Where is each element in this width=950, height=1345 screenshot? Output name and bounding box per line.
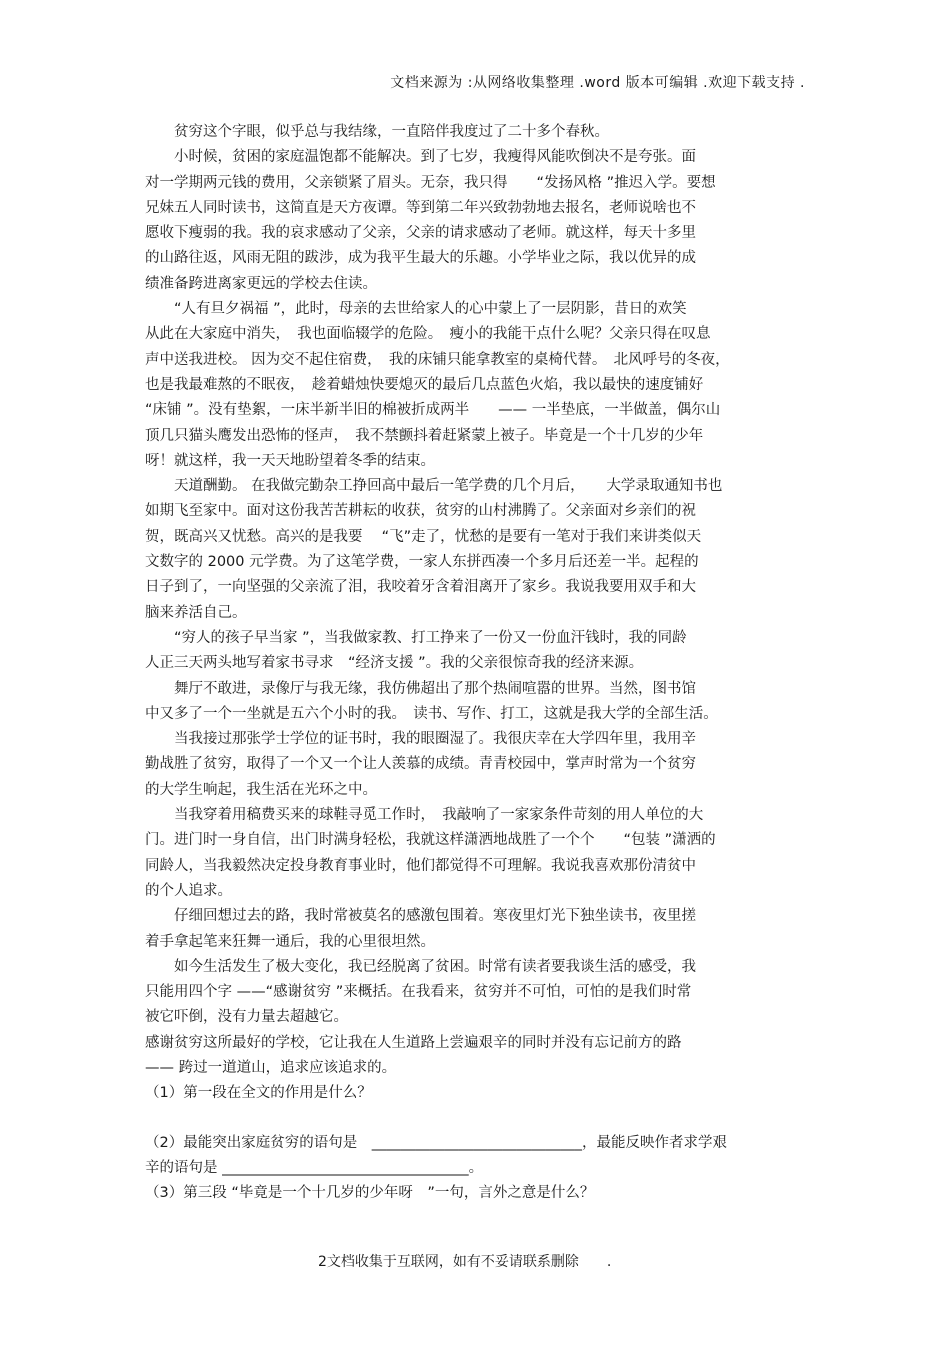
text-line: 门。进门时一身自信，出门时满身轻松，我就这样潇洒地战胜了一个个 “包装 ”潇洒的	[145, 832, 716, 849]
text-line: 呀！就这样，我一天天地盼望着冬季的结束。	[145, 452, 435, 469]
text-line: 对一学期两元钱的费用，父亲锁紧了眉头。无奈，我只得 “发扬风格 ”推迟入学。要想	[145, 174, 716, 191]
text-line: （2）最能突出家庭贫穷的语句是 _____________________________，最能反映作者求学艰	[145, 1134, 727, 1151]
text-line: 小时候，贫困的家庭温饱都不能解决。到了七岁，我瘦得风能吹倒决不是夸张。面	[145, 149, 696, 166]
text-line: 如期飞至家中。面对这份我苦苦耕耘的收获，贫穷的山村沸腾了。父亲面对乡亲们的祝	[145, 503, 696, 520]
text-line: 顶几只猫头鹰发出恐怖的怪声， 我不禁颤抖着赶紧蒙上被子。毕竟是一个十几岁的少年	[145, 427, 704, 444]
text-line: 文数字的 2000 元学费。为了这笔学费，一家人东拼西凑一个多月后还差一半。起程的	[145, 554, 699, 571]
text-line: 的大学生响起，我生活在光环之中。	[145, 781, 377, 798]
text-line: 日子到了，一向坚强的父亲流了泪，我咬着牙含着泪离开了家乡。我说我要用双手和大	[145, 579, 696, 596]
text-line: 辛的语句是 __________________________________。	[145, 1159, 484, 1176]
text-line: 舞厅不敢进，录像厅与我无缘，我仿佛超出了那个热闹喧嚣的世界。当然，图书馆	[145, 680, 696, 697]
text-line: 当我穿着用稿费买来的球鞋寻觅工作时， 我敲响了一家家条件苛刻的用人单位的大	[145, 807, 704, 824]
text-line: 的个人追求。	[145, 882, 232, 899]
text-line: 只能用四个字 ——“感谢贫穷 ”来概括。在我看来，贫穷并不可怕，可怕的是我们时常	[145, 984, 692, 1001]
text-line: 兄妹五人同时读书，这简直是天方夜谭。等到第二年兴致勃勃地去报名，老师说啥也不	[145, 199, 696, 216]
text-line: 的山路往返，风雨无阻的跋涉，成为我平生最大的乐趣。小学毕业之际，我以优异的成	[145, 250, 696, 267]
text-line: 感谢贫穷这所最好的学校，它让我在人生道路上尝遍艰辛的同时并没有忘记前方的路	[145, 1034, 682, 1051]
text-line: 也是我最难熬的不眠夜， 趁着蜡烛快要熄灭的最后几点蓝色火焰，我以最快的速度铺好	[145, 376, 704, 393]
page-footer: 2文档收集于互联网，如有不妥请联系删除 .	[318, 1254, 612, 1270]
text-line: 贫穷这个字眼，似乎总与我结缘，一直陪伴我度过了二十多个春秋。	[145, 124, 609, 140]
text-line: —— 跨过一道道山，追求应该追求的。	[145, 1059, 397, 1076]
text-line: 人正三天两头地写着家书寻求 “经济支援 ”。我的父亲很惊奇我的经济来源。	[145, 655, 644, 672]
text-line: 绩准备跨进离家更远的学校去住读。	[145, 275, 377, 292]
text-line	[145, 1107, 805, 1131]
text-line: 勤战胜了贫穷，取得了一个又一个让人羡慕的成绩。青青校园中，掌声时常为一个贫穷	[145, 756, 696, 773]
page-header: 文档来源为 :从网络收集整理 .word 版本可编辑 .欢迎下载支持 .	[390, 75, 805, 91]
text-line: （3）第三段 “毕竟是一个十几岁的少年呀 ”一句，言外之意是什么？	[145, 1185, 595, 1202]
text-line: 被它吓倒，没有力量去超越它。	[145, 1009, 348, 1026]
article-body	[145, 120, 805, 1206]
text-line: 脑来养活自己。	[145, 604, 247, 621]
text-line: 中又多了一个一坐就是五六个小时的我。 读书、写作、打工，这就是我大学的全部生活。	[145, 705, 718, 722]
text-line: “人有旦夕祸福 ”，此时，母亲的去世给家人的心中蒙上了一层阴影，昔日的欢笑	[145, 301, 687, 318]
text-line: 天道酬勤。 在我做完勤杂工挣回高中最后一笔学费的几个月后， 大学录取通知书也	[145, 478, 723, 495]
text-line: “床铺 ”。没有垫絮，一床半新半旧的棉被折成两半 —— 一半垫底，一半做盖，偶尔山	[145, 402, 721, 419]
text-line: （1）第一段在全文的作用是什么？	[145, 1085, 372, 1102]
text-line: “穷人的孩子早当家 ”，当我做家教、打工挣来了一份又一份血汗钱时，我的同龄	[145, 629, 687, 646]
text-line: 如今生活发生了极大变化，我已经脱离了贫困。时常有读者要我谈生活的感受，我	[145, 958, 696, 975]
text-line: 愿收下瘦弱的我。我的哀求感动了父亲，父亲的请求感动了老师。就这样，每天十多里	[145, 225, 696, 242]
text-line: 贺，既高兴又忧愁。高兴的是我要 “飞”走了，忧愁的是要有一笔对于我们来讲类似天	[145, 528, 702, 545]
text-line: 从此在大家庭中消失， 我也面临辍学的危险。 瘦小的我能干点什么呢？父亲只得在叹息	[145, 326, 711, 343]
text-line: 着手拿起笔来狂舞一通后，我的心里很坦然。	[145, 933, 435, 950]
text-line: 声中送我进校。 因为交不起住宿费， 我的床铺只能拿教室的桌椅代替。 北风呼号的冬夜，	[145, 351, 730, 368]
text-line: 仔细回想过去的路，我时常被莫名的感激包围着。寒夜里灯光下独坐读书，夜里搓	[145, 908, 696, 925]
text-line: 当我接过那张学士学位的证书时，我的眼圈湿了。我很庆幸在大学四年里，我用辛	[145, 731, 696, 748]
text-line: 同龄人，当我毅然决定投身教育事业时，他们都觉得不可理解。我说我喜欢那份清贫中	[145, 857, 696, 874]
